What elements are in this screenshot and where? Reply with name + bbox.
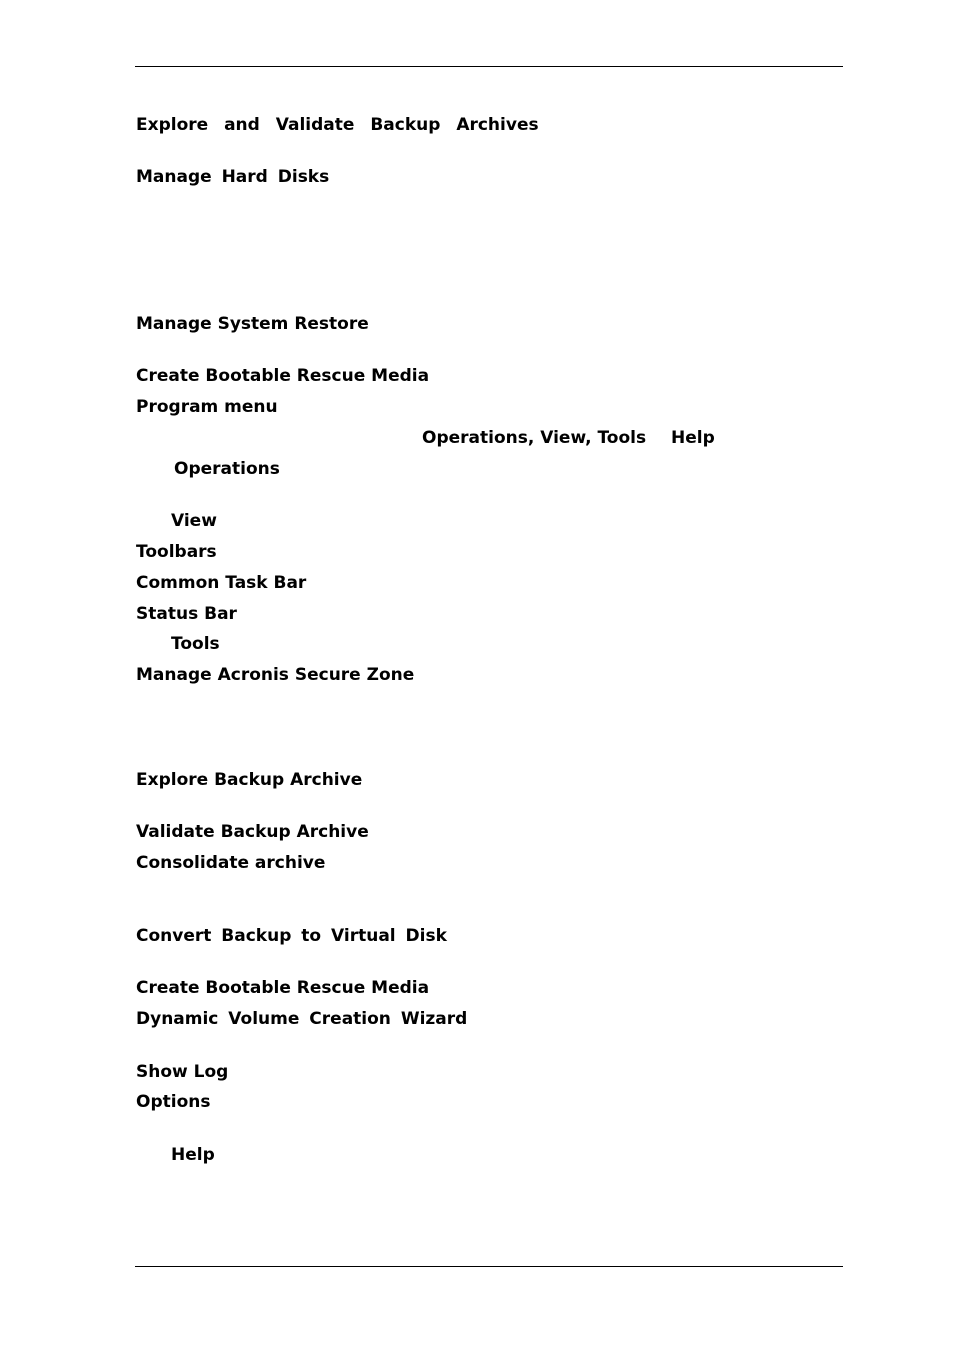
menu-tools: Tools: [171, 634, 220, 654]
heading-explore-validate: Explore and Validate Backup Archives: [136, 115, 539, 135]
view-toolbars: Toolbars: [136, 542, 217, 562]
heading-manage-hard-disks: Manage Hard Disks: [136, 167, 330, 187]
tools-validate-backup-archive: Validate Backup Archive: [136, 822, 369, 842]
footer-rule: [135, 1266, 843, 1267]
view-common-task-bar: Common Task Bar: [136, 573, 307, 593]
tools-options: Options: [136, 1092, 211, 1112]
header-rule: [135, 66, 843, 67]
tools-manage-secure-zone: Manage Acronis Secure Zone: [136, 665, 415, 685]
menu-help: Help: [171, 1145, 215, 1165]
heading-program-menu: Program menu: [136, 397, 278, 417]
menus-list: Operations, View, Tools: [422, 428, 647, 448]
menus-help: Help: [671, 428, 715, 448]
menu-operations: Operations: [174, 459, 280, 479]
tools-show-log: Show Log: [136, 1062, 229, 1082]
heading-manage-system-restore: Manage System Restore: [136, 314, 369, 334]
view-status-bar: Status Bar: [136, 604, 237, 624]
tools-create-rescue-media: Create Bootable Rescue Media: [136, 978, 430, 998]
tools-consolidate-archive: Consolidate archive: [136, 853, 326, 873]
tools-convert-backup: Convert Backup to Virtual Disk: [136, 926, 447, 946]
heading-create-rescue-media: Create Bootable Rescue Media: [136, 366, 430, 386]
tools-explore-backup-archive: Explore Backup Archive: [136, 770, 363, 790]
menu-view: View: [171, 511, 217, 531]
tools-dynamic-volume-wizard: Dynamic Volume Creation Wizard: [136, 1009, 468, 1029]
